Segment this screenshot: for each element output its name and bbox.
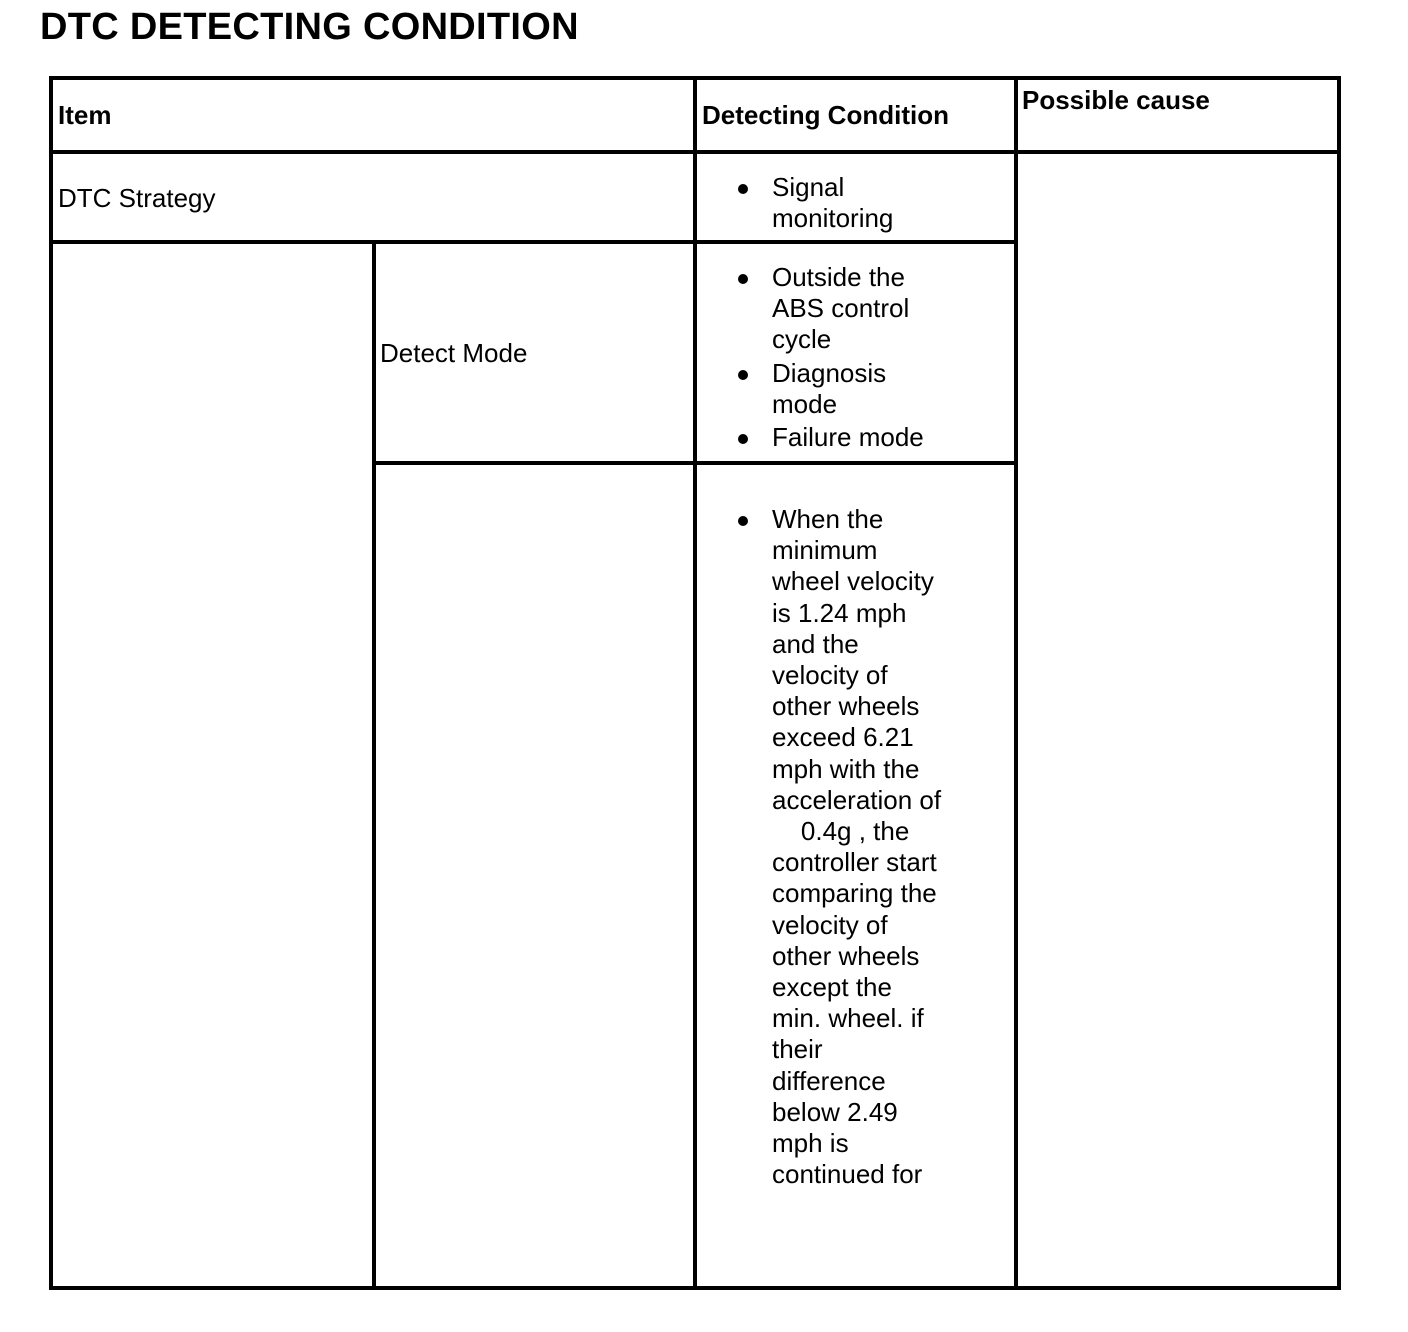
list-item: Diagnosis mode bbox=[736, 358, 902, 420]
table-border-left bbox=[49, 76, 53, 1290]
row-conditions-velocity bbox=[736, 504, 949, 1190]
row-divider-header bbox=[49, 150, 1341, 154]
col-divider-cause bbox=[1014, 76, 1018, 1290]
col-divider-subitem bbox=[372, 241, 376, 1290]
row-item-dtc-strategy: DTC Strategy bbox=[58, 183, 216, 213]
row-subitem-detect-mode: Detect Mode bbox=[380, 338, 528, 368]
page-title: DTC DETECTING CONDITION bbox=[40, 6, 579, 48]
row-divider-strategy bbox=[49, 240, 1018, 244]
row-conditions-detect-mode bbox=[736, 262, 946, 453]
header-item: Item bbox=[58, 100, 112, 130]
list-item: Outside the ABS control cycle bbox=[736, 262, 922, 356]
list-item: Signal monitoring bbox=[736, 172, 946, 234]
table-border-right bbox=[1337, 76, 1341, 1290]
header-possible-cause: Possible cause bbox=[1022, 85, 1210, 115]
header-detecting-condition: Detecting Condition bbox=[702, 100, 949, 130]
row-divider-detect-mode bbox=[372, 461, 1018, 465]
list-item: Failure mode bbox=[736, 422, 946, 453]
col-divider-condition bbox=[693, 76, 697, 1290]
list-item: When the minimum wheel velocity is 1.24 mph and the velocity of other wheels exceed 6.21 mph with the acceleration of 0.4g , the controller start comparing the velocity of other wheels except the min. wheel. if their difference below 2.49 mph is continued for bbox=[736, 504, 942, 1190]
row-conditions-strategy bbox=[736, 172, 946, 234]
